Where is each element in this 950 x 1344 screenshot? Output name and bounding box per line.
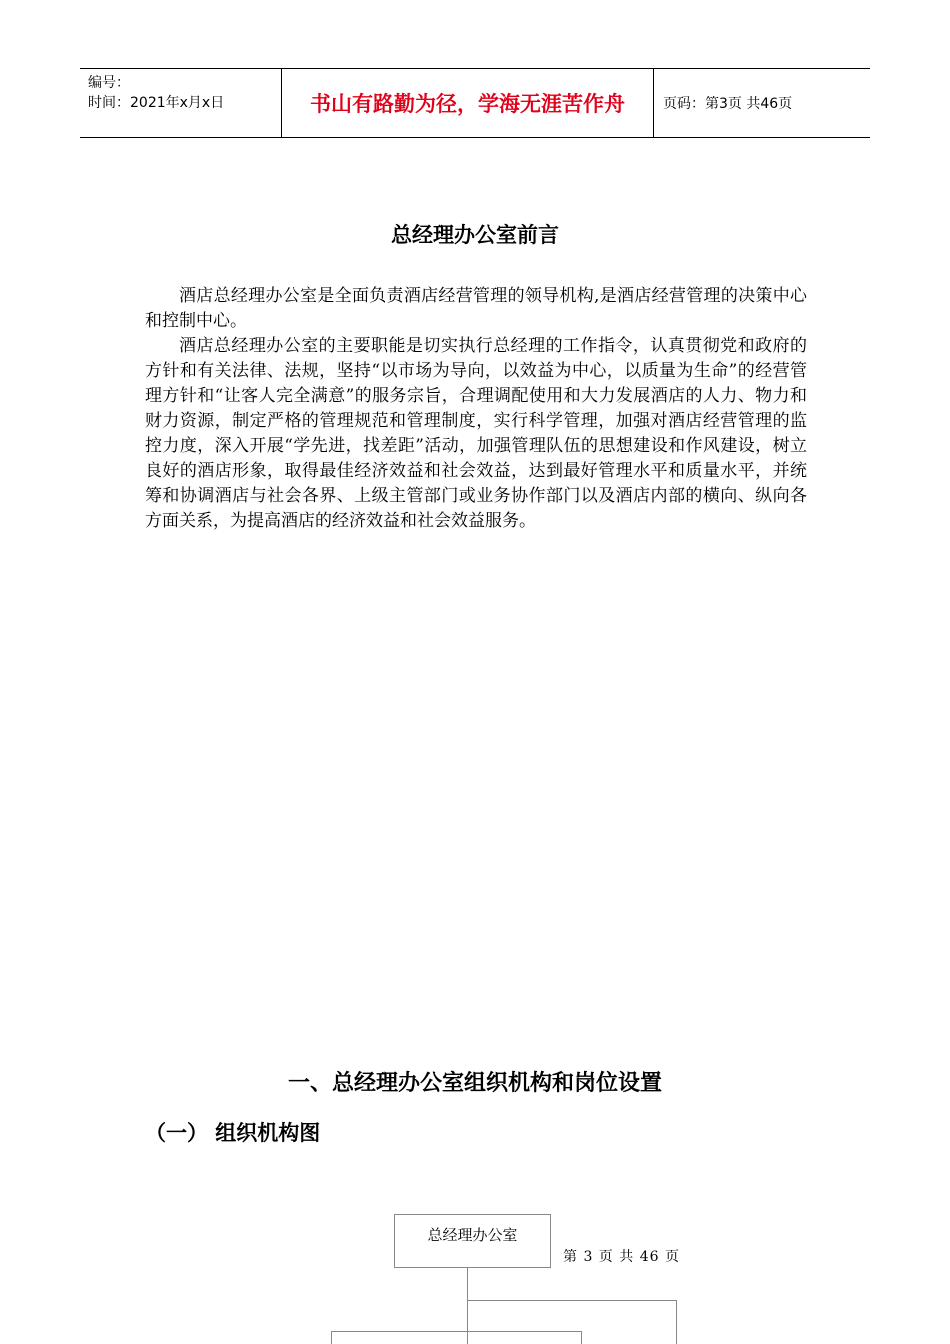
org-chart-connector: [467, 1300, 468, 1344]
org-chart-box-edge: [331, 1331, 582, 1332]
org-chart-connector: [467, 1268, 468, 1300]
page-header: [80, 68, 870, 138]
header-page-info: 页码：第3页 共46页: [663, 96, 793, 112]
org-chart-box-edge: [581, 1331, 582, 1344]
section-heading: 一、总经理办公室组织机构和岗位设置: [287, 1071, 662, 1096]
org-chart-top-box: 总经理办公室: [394, 1214, 551, 1268]
document-body: [145, 284, 807, 534]
org-chart-connector: [676, 1300, 677, 1344]
header-date: 时间：2021年x月x日: [88, 95, 225, 111]
paragraph: 酒店总经理办公室的主要职能是切实执行总经理的工作指令，认真贯彻党和政府的方针和有关法律、法规，坚持“以市场为导向，以效益为中心，以质量为生命”的经营管理方针和“让客人完全满意”的服务宗旨，合理调配使用和大力发展酒店的人力、物力和财力资源，制定严格的管理规范和管理制度，实行科学管理，加强对酒店经营管理的监控力度，深入开展“学先进，找差距”活动，加强管理队伍的思想建设和作风建设，树立良好的酒店形象，取得最佳经济效益和社会效益，达到最好管理水平和质量水平，并统筹和协调酒店与社会各界、上级主管部门或业务协作部门以及酒店内部的横向、纵向各方面关系，为提高酒店的经济效益和社会效益服务。: [145, 336, 807, 531]
paragraph: 酒店总经理办公室是全面负责酒店经营管理的领导机构,是酒店经营管理的决策中心和控制中心。: [145, 286, 807, 331]
header-number: 编号：: [88, 75, 130, 91]
org-chart-box-edge: [331, 1331, 332, 1344]
header-motto: 书山有路勤为径，学海无涯苦作舟: [282, 69, 654, 137]
org-chart-connector: [467, 1300, 677, 1301]
document-title: 总经理办公室前言: [391, 223, 559, 247]
subsection-heading: （一） 组织机构图: [145, 1121, 321, 1145]
page-number: 第 3 页 共 46 页: [563, 1249, 680, 1265]
header-meta: [80, 69, 282, 137]
